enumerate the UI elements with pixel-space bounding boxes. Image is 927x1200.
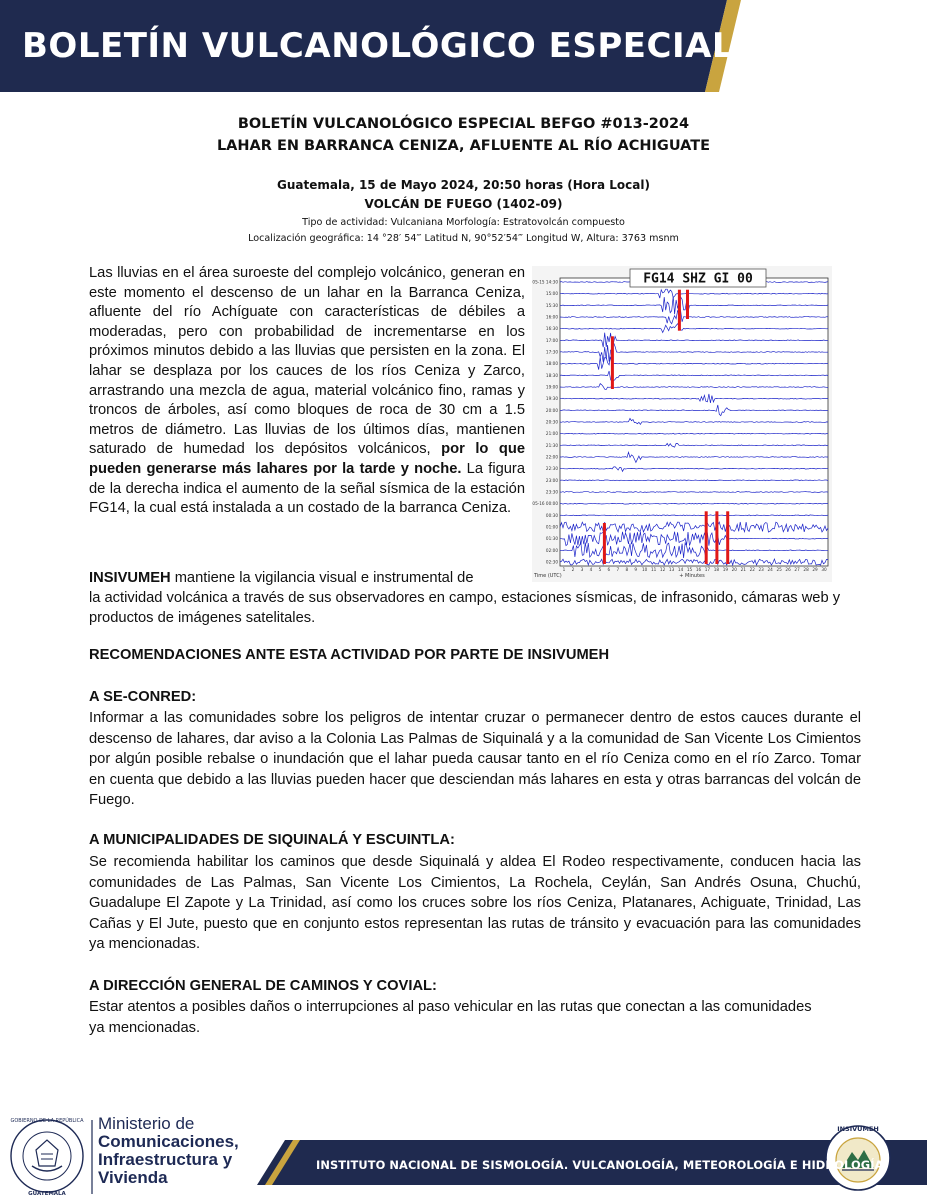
x-tick-label: 6 <box>607 567 611 572</box>
x-tick-label: 28 <box>803 567 809 572</box>
x-tick-label: 15 <box>686 567 693 572</box>
guatemala-seal-icon <box>10 1117 84 1197</box>
clipped-signal-mark <box>611 336 614 389</box>
x-tick-label: 16 <box>695 567 702 572</box>
seismogram-svg <box>532 266 832 582</box>
insivumeh-text1: mantiene la vigilancia visual e instrumental de <box>170 570 474 586</box>
x-tick-label: 23 <box>758 567 764 572</box>
row-time-label: 01:00 <box>545 524 558 530</box>
row-time-label: 22:30 <box>545 466 558 472</box>
x-tick-label: 17 <box>704 567 711 572</box>
x-tick-label: 18 <box>713 567 720 572</box>
x-tick-label: 3 <box>580 567 584 572</box>
row-time-label: 15:00 <box>545 291 558 297</box>
ministry-name <box>98 1115 239 1187</box>
row-time-label: 16:30 <box>545 326 558 332</box>
row-time-label: 18:30 <box>545 372 558 378</box>
volcano-line: VOLCÁN DE FUEGO (1402-09) <box>364 197 563 211</box>
ministry-line2: Comunicaciones, <box>98 1132 239 1151</box>
clipped-signal-mark <box>726 511 729 564</box>
row-time-label: 23:00 <box>545 477 558 483</box>
insiv-logo-text: INSIVUMEH <box>837 1125 879 1133</box>
row-time-label: 01:30 <box>545 536 558 542</box>
clipped-signal-mark <box>686 290 689 319</box>
x-tick-label: 25 <box>776 567 782 572</box>
x-tick-label: 19 <box>722 567 729 572</box>
bulletin-title: BOLETÍN VULCANOLÓGICO ESPECIAL BEFGO #013-2024 <box>237 116 690 132</box>
para1-text-b: La figura de la derecha indica el aumento de la señal sísmica de la estación FG14, la cual está instalada a un costado de la barranca Ceniza. <box>89 460 525 517</box>
dgc-text: Estar atentos a posibles daños o interrupciones al paso vehicular en las rutas que conectan a las comunidades ya mencionadas. <box>89 999 812 1036</box>
x-tick-label: 9 <box>634 567 638 572</box>
x-tick-label: 14 <box>677 567 684 572</box>
footer <box>0 1110 927 1200</box>
row-time-label: 05-16 00:00 <box>532 501 558 507</box>
x-tick-label: 12 <box>659 567 666 572</box>
dgc-heading: A DIRECCIÓN GENERAL DE CAMINOS Y COVIAL: <box>89 978 437 994</box>
row-time-label: 21:30 <box>545 442 558 448</box>
municipalities-text: Se recomienda habilitar los caminos que desde Siquinalá y aldea El Rodeo respectivamente, conducen hacia las comunidades de Las Palmas, San Vicente Los Cimientos, La Rochela, Ceylán, San Andrés Osuna, Chuchú, Guadalupe El Zapote y La Trinidad, así como los cruces sobre los ríos Ceniza, Platanares, Achiguate, Trinidad, Las Cañas y El Jute, puesto que en conjunto estos representan las rutas de tránsito y evacuación para las comunidades ya mencionadas. <box>89 854 861 952</box>
row-time-label: 23:30 <box>545 489 558 495</box>
x-tick-label: 7 <box>616 567 620 572</box>
seismogram-figure <box>532 266 832 582</box>
row-time-label: 20:30 <box>545 419 558 425</box>
ministry-line1: Ministerio de <box>98 1114 195 1133</box>
geo-line: Localización geográfica: 14 °28′ 54‴ Latitud N, 90°52′54‴ Longitud W, Altura: 3763 msnm <box>248 233 679 244</box>
row-time-label: 22:00 <box>545 454 558 460</box>
x-tick-label: 1 <box>562 567 566 572</box>
x-tick-label: 24 <box>767 567 773 572</box>
conred-heading: A SE-CONRED: <box>89 689 197 705</box>
insivumeh-line1 <box>89 568 525 588</box>
activity-line: Tipo de actividad: Vulcaniana Morfología: Estratovolcán compuesto <box>302 217 625 228</box>
x-tick-label: 10 <box>642 567 648 572</box>
main-paragraph <box>89 264 525 519</box>
x-tick-label: 20 <box>731 567 737 572</box>
bulletin-subtitle: LAHAR EN BARRANCA CENIZA, AFLUENTE AL RÍO ACHIGUATE <box>216 138 711 154</box>
row-time-label: 05-15 14:30 <box>532 279 558 285</box>
clipped-signal-mark <box>715 511 718 564</box>
seal-text-bottom: GUATEMALA <box>28 1191 66 1197</box>
x-tick-label: 22 <box>749 567 755 572</box>
time-axis-label: Time (UTC) <box>534 573 562 579</box>
para1-bold: por lo que pueden generarse más lahares por la tarde y noche. <box>89 441 525 477</box>
x-tick-label: 26 <box>785 567 791 572</box>
row-time-label: 00:30 <box>545 512 558 518</box>
row-time-label: 21:00 <box>545 431 558 437</box>
row-time-label: 18:00 <box>545 361 558 367</box>
conred-text: Informar a las comunidades sobre los peligros de intentar cruzar o permanecer dentro de estos cauces durante el descenso de lahares, dar aviso a la Colonia Las Palmas de Siquinalá y a la comunidad de San Vicente Los Cimientos por algún posible rebalse o inundación que el lahar pueda causar tanto en el río Ceniza como en el río Zarco. Tomar en cuenta que debido a las lluvias pueden hacer que desciendan más lahares en esta y otras barrancas del volcán de Fuego. <box>89 710 861 808</box>
x-tick-label: 29 <box>812 567 818 572</box>
row-time-label: 15:30 <box>545 302 558 308</box>
x-tick-label: 13 <box>668 567 675 572</box>
row-time-label: 17:00 <box>545 337 558 343</box>
x-tick-label: 11 <box>651 567 657 572</box>
para1-text-a: Las lluvias en el área suroeste del complejo volcánico, generan en este momento el descenso de un lahar en la Barranca Ceniza, afluente del río Achíguate con características de débiles a moderadas, pero con probabilidad de incrementarse en los próximos minutos debido a las lluvias que persisten en la zona. El lahar se desplaza por los cauces de los ríos Ceniza y Zarco, arrastrando una mezcla de agua, material volcánico fino, ramas y troncos de árboles, así como bloques de roca de 30 cm a 1.5 metros de diámetro. Las lluvias de los últimos días, mantienen saturado de humedad los depósitos volcánicos, <box>89 265 525 458</box>
insivumeh-name: INSIVUMEH <box>89 570 171 586</box>
banner-title: BOLETÍN VULCANOLÓGICO ESPECIAL <box>22 26 735 66</box>
header-banner <box>0 0 927 92</box>
x-tick-label: 21 <box>740 567 746 572</box>
row-time-label: 02:00 <box>545 547 558 553</box>
x-tick-label: 30 <box>821 567 827 572</box>
station-label: FG14 SHZ GI 00 <box>643 271 753 287</box>
row-time-label: 19:30 <box>545 396 558 402</box>
footer-band-text: INSTITUTO NACIONAL DE SISMOLOGÍA. VULCANOLOGÍA, METEOROLOGÍA E HIDROLOGÍA <box>316 1158 884 1172</box>
x-tick-label: 4 <box>589 567 593 572</box>
x-tick-label: 27 <box>794 567 800 572</box>
x-tick-label: 8 <box>625 567 629 572</box>
row-time-label: 02:30 <box>545 559 558 565</box>
recommendations-heading: RECOMENDACIONES ANTE ESTA ACTIVIDAD POR PARTE DE INSIVUMEH <box>89 647 610 663</box>
municipalities-heading: A MUNICIPALIDADES DE SIQUINALÁ Y ESCUINTLA: <box>89 832 455 848</box>
row-time-label: 17:30 <box>545 349 558 355</box>
clipped-signal-mark <box>678 290 681 331</box>
ministry-line3: Infraestructura y <box>98 1150 233 1169</box>
x-tick-label: 2 <box>571 567 575 572</box>
x-tick-label: 5 <box>598 567 602 572</box>
row-time-label: 19:00 <box>545 384 558 390</box>
minutes-label: + Minutes <box>679 573 705 579</box>
ministry-line4: Vivienda <box>98 1168 168 1187</box>
clipped-signal-mark <box>705 511 708 564</box>
insivumeh-text2: la actividad volcánica a través de sus observadores en campo, estaciones sísmicas, de infrasonido, cámaras web y productos de imágenes satelitales. <box>89 590 841 626</box>
row-time-label: 16:00 <box>545 314 558 320</box>
date-line: Guatemala, 15 de Mayo 2024, 20:50 horas (Hora Local) <box>277 178 650 192</box>
seal-text-top: GOBIERNO DE LA REPÚBLICA <box>10 1118 84 1124</box>
row-time-label: 20:00 <box>545 407 558 413</box>
clipped-signal-mark <box>603 523 606 564</box>
